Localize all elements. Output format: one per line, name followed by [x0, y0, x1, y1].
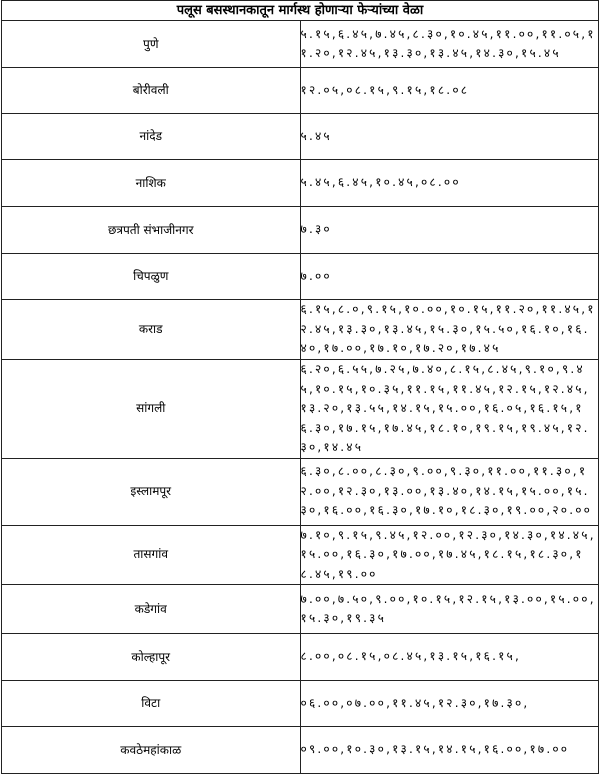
departure-times-cell: ५.४५,६.४५,१०.४५,०८.०० — [300, 160, 599, 207]
table-row — [2, 254, 599, 300]
table-row — [2, 114, 599, 160]
destination-cell: छत्रपती संभाजीनगर — [2, 207, 301, 254]
title-row — [2, 1, 599, 21]
table-row — [2, 300, 599, 360]
departure-times-cell: ५.४५ — [300, 114, 599, 160]
destination-cell: कराड — [2, 300, 301, 360]
table-row — [2, 585, 599, 634]
destination-cell: नाशिक — [2, 160, 301, 207]
destination-cell: तासगांव — [2, 525, 301, 585]
table-row — [2, 458, 599, 525]
table-row — [2, 681, 599, 727]
departure-times-cell: ६.१५,८.०,९.१५,१०.००,१०.१५,११.२०,११.४५,१२.४५,१३.३०,१३.४५,१५.३०,१५.५०,१६.१०,१६.४०,१७.००,१७.१०,१७.२०,१७.४५ — [300, 300, 599, 360]
bus-timetable — [1, 0, 599, 774]
table-row — [2, 525, 599, 585]
destination-cell: कवठेमहांकाळ — [2, 727, 301, 774]
table-row — [2, 360, 599, 459]
table-row — [2, 727, 599, 774]
destination-cell: विटा — [2, 681, 301, 727]
destination-cell: कोल्हापूर — [2, 634, 301, 681]
table-row — [2, 160, 599, 207]
table-row — [2, 21, 599, 68]
departure-times-cell: ७.०० — [300, 254, 599, 300]
destination-cell: सांगली — [2, 360, 301, 459]
destination-cell: बोरीवली — [2, 68, 301, 114]
departure-times-cell: ५.१५,६.४५,७.४५,८.३०,१०.४५,११.००,११.०५,११.२०,१२.४५,१३.३०,१३.४५,१४.३०,१५.४५ — [300, 21, 599, 68]
departure-times-cell: ७.१०,९.१५,९.४५,१२.००,१२.३०,१४.३०,१४.४५,१५.००,१६.३०,१७.००,१७.४५,१८.१५,१८.३०,१८.४५,१९.०० — [300, 525, 599, 585]
destination-cell: कडेगांव — [2, 585, 301, 634]
departure-times-cell: ६.२०,६.५५,७.२५,७.४०,८.१५,८.४५,९.१०,९.४५,१०.१५,१०.३५,११.१५,११.४५,१२.१५,१२.४५,१३.२०,१३.५५,१४.१५,१५.००,१६.०५,१६.१५,१६.३०,१७.१५,१७.४५,१८.१०,१९.१५,१९.४५,१२.३०,१४.४५ — [300, 360, 599, 459]
table-row — [2, 634, 599, 681]
departure-times-cell: ७.००,७.५०,९.००,१०.१५,१२.१५,१३.००,१५.००,१५.३०,१९.३५ — [300, 585, 599, 634]
destination-cell: इस्लामपूर — [2, 458, 301, 525]
departure-times-cell: १२.०५,०८.१५,९.१५,१८.०८ — [300, 68, 599, 114]
timetable-title: पलूस बसस्थानकातून मार्गस्थ होणाऱ्या फेऱ्यांच्या वेळा — [2, 1, 599, 21]
table-row — [2, 68, 599, 114]
departure-times-cell: ०९.००,१०.३०,१३.१५,१४.१५,१६.००,१७.०० — [300, 727, 599, 774]
departure-times-cell: ०६.००,०७.००,११.४५,१२.३०,१७.३०, — [300, 681, 599, 727]
departure-times-cell: ६.३०,८.००,८.३०,९.००,९.३०,११.००,११.३०,१२.००,१२.३०,१३.००,१३.४०,१४.१५,१५.००,१५.३०,१६.००,१६.३०,१७.१०,१८.३०,१९.००,२०.०० — [300, 458, 599, 525]
departure-times-cell: ८.००,०८.१५,०८.४५,१३.१५,१६.१५, — [300, 634, 599, 681]
table-row — [2, 207, 599, 254]
destination-cell: पुणे — [2, 21, 301, 68]
departure-times-cell: ७.३० — [300, 207, 599, 254]
destination-cell: नांदेड — [2, 114, 301, 160]
destination-cell: चिपळुण — [2, 254, 301, 300]
